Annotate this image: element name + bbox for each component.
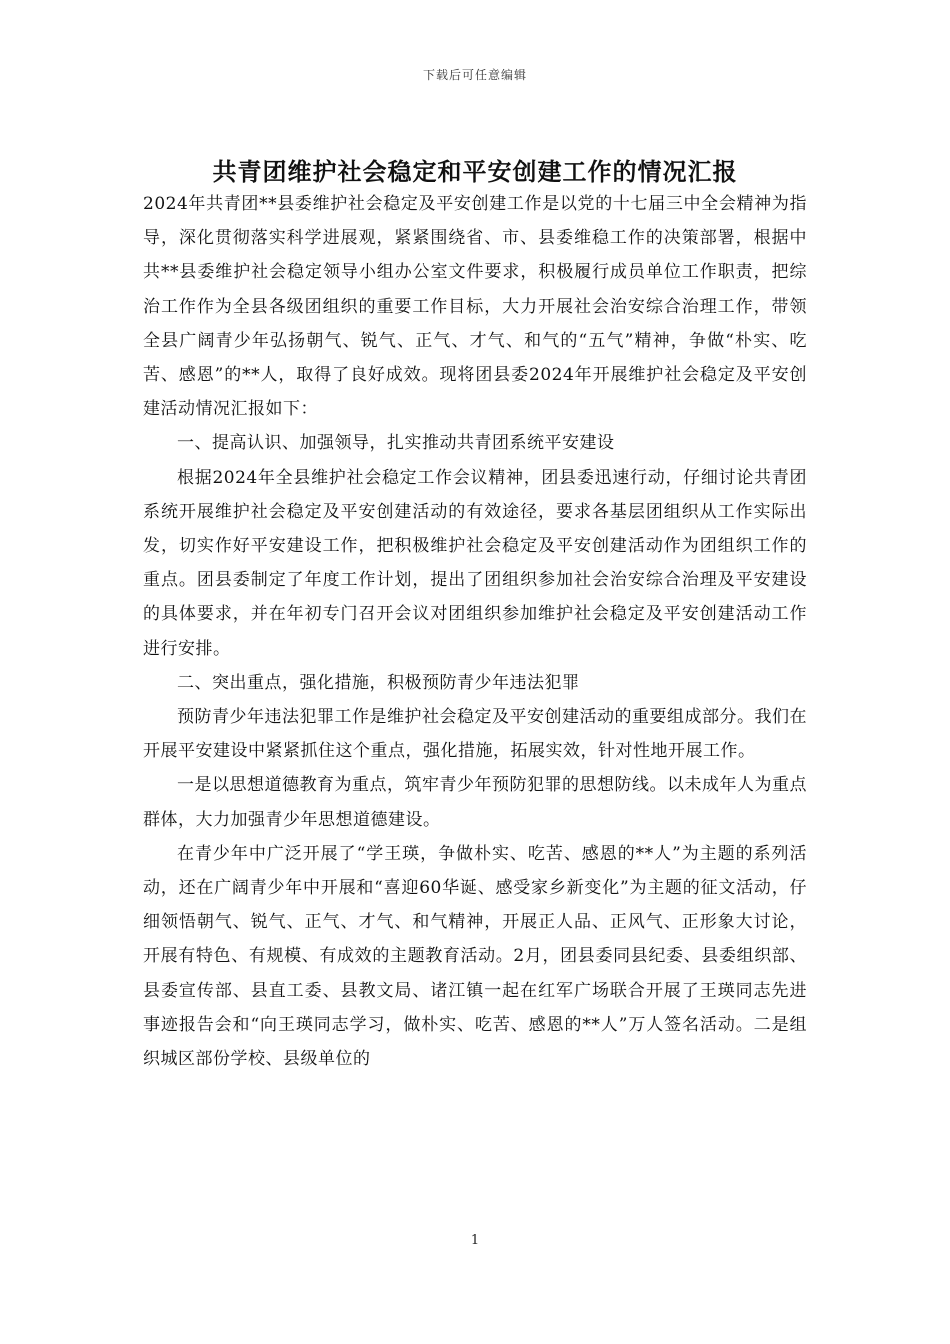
document-body: [143, 187, 807, 1076]
paragraph: 根据2024年全县维护社会稳定工作会议精神，团县委迅速行动，仔细讨论共青团系统开展维护社会稳定及平安创建活动的有效途径，要求各基层团组织从工作实际出发，切实作好平安建设工作，把积极维护社会稳定及平安创建活动作为团组织工作的重点。团县委制定了年度工作计划，提出了团组织参加社会治安综合治理及平安建设的具体要求，并在年初专门召开会议对团组织参加维护社会稳定及平安创建活动工作进行安排。: [143, 467, 807, 659]
page-number: 1: [470, 1233, 480, 1248]
section-heading-1: 一、提高认识、加强领导，扎实推动共青团系统平安建设: [177, 433, 615, 454]
paragraph-intro: 2024年共青团**县委维护社会稳定及平安创建工作是以党的十七届三中全会精神为指导，深化贯彻落实科学进展观，紧紧围绕省、市、县委维稳工作的决策部署，根据中共**县委维护社会稳定领导小组办公室文件要求，积极履行成员单位工作职责，把综治工作作为全县各级团组织的重要工作目标，大力开展社会治安综合治理工作，带领全县广阔青少年弘扬朝气、锐气、正气、才气、和气的“五气”精神，争做“朴实、吃苦、感恩”的**人，取得了良好成效。现将团县委2024年开展维护社会稳定及平安创建活动情况汇报如下：: [143, 194, 807, 420]
section-heading-2: 二、突出重点，强化措施，积极预防青少年违法犯罪: [177, 672, 580, 693]
paragraph: 预防青少年违法犯罪工作是维护社会稳定及平安创建活动的重要组成部分。我们在开展平安建设中紧紧抓住这个重点，强化措施，拓展实效，针对性地开展工作。: [143, 707, 807, 762]
paragraph: 一是以思想道德教育为重点，筑牢青少年预防犯罪的思想防线。以未成年人为重点群体，大力加强青少年思想道德建设。: [143, 775, 807, 830]
document-title: 共青团维护社会稳定和平安创建工作的情况汇报: [212, 157, 738, 186]
paragraph: 在青少年中广泛开展了“学王瑛，争做朴实、吃苦、感恩的**人”为主题的系列活动，还在广阔青少年中开展和“喜迎60华诞、感受家乡新变化”为主题的征文活动，仔细领悟朝气、锐气、正气、才气、和气精神，开展正人品、正风气、正形象大讨论，开展有特色、有规模、有成效的主题教育活动。2月，团县委同县纪委、县委组织部、县委宣传部、县直工委、县教文局、诸江镇一起在红军广场联合开展了王瑛同志先进事迹报告会和“向王瑛同志学习，做朴实、吃苦、感恩的**人”万人签名活动。二是组织城区部份学校、县级单位的: [143, 843, 807, 1070]
header-note: 下载后可任意编辑: [422, 68, 527, 82]
